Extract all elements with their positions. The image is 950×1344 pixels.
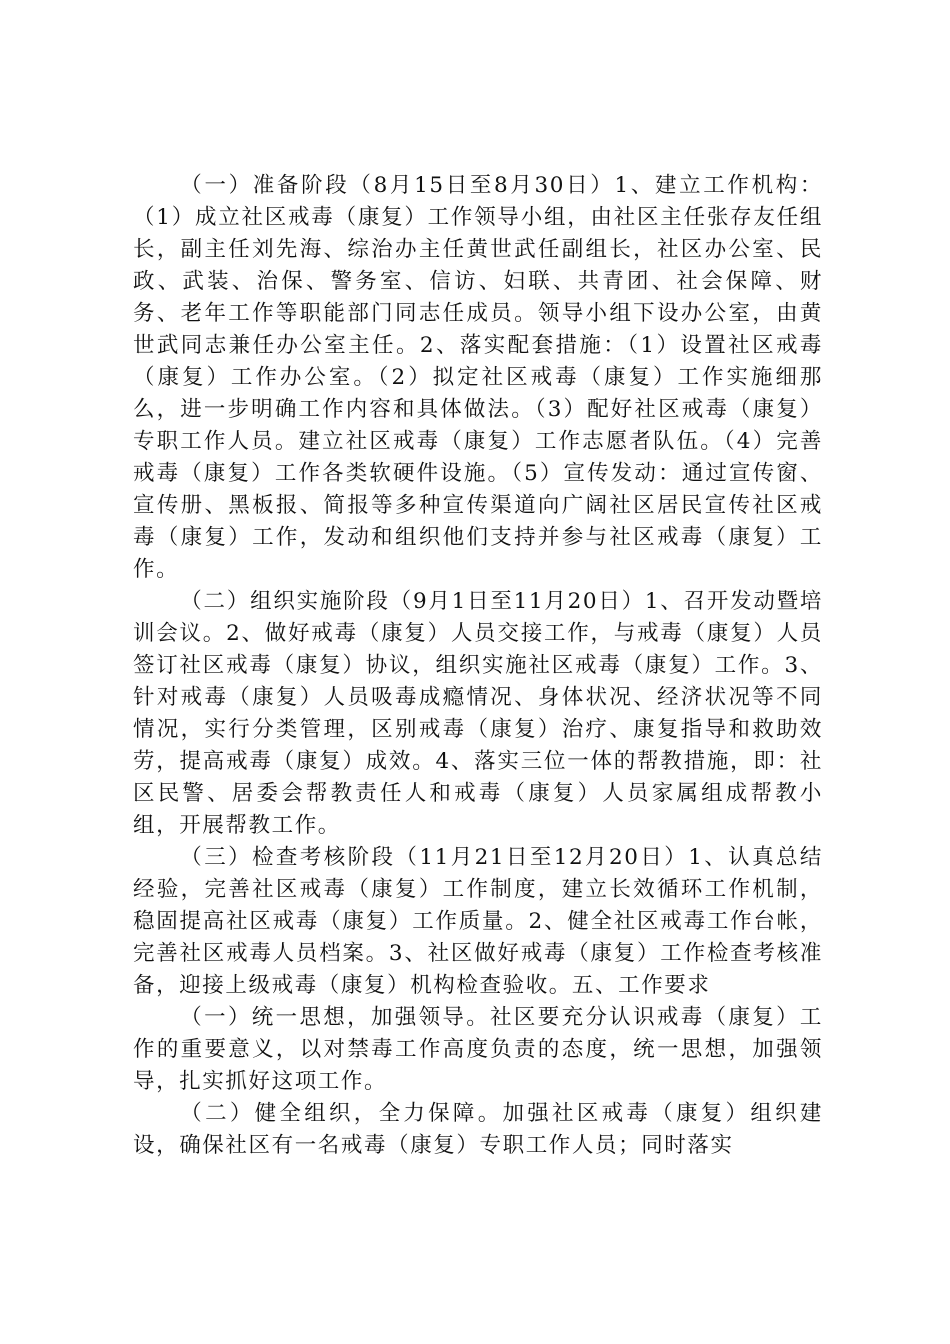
paragraph-implementation-stage: （二）组织实施阶段（9月1日至11月20日）1、召开发动暨培训会议。2、做好戒毒（康复）人员交接工作，与戒毒（康复）人员签订社区戒毒（康复）协议，组织实施社区戒毒（康复）工作。3、针对戒毒（康复）人员吸毒成瘾情况、身体状况、经济状况等不同情况，实行分类管理，区别戒毒（康复）治疗、康复指导和救助效劳，提高戒毒（康复）成效。4、落实三位一体的帮教措施，即：社区民警、居委会帮教责任人和戒毒（康复）人员家属组成帮教小组，开展帮教工作。 <box>133 589 823 838</box>
paragraph-unify-thinking: （一）统一思想，加强领导。社区要充分认识戒毒（康复）工作的重要意义，以对禁毒工作高度负责的态度，统一思想，加强领导，扎实抓好这项工作。 <box>133 1005 823 1094</box>
paragraph-inspection-stage: （三）检查考核阶段（11月21日至12月20日）1、认真总结经验，完善社区戒毒（康复）工作制度，建立长效循环工作机制，稳固提高社区戒毒（康复）工作质量。2、健全社区戒毒工作台帐，完善社区戒毒人员档案。3、社区做好戒毒（康复）工作检查考核准备，迎接上级戒毒（康复）机构检查验收。五、工作要求 <box>133 845 823 998</box>
document-body <box>133 170 823 1162</box>
paragraph-improve-organization: （二）健全组织，全力保障。加强社区戒毒（康复）组织建设，确保社区有一名戒毒（康复）专职工作人员；同时落实 <box>133 1101 823 1158</box>
paragraph-preparation-stage: （一）准备阶段（8月15日至8月30日）1、建立工作机构：（1）成立社区戒毒（康复）工作领导小组，由社区主任张存友任组长，副主任刘先海、综治办主任黄世武任副组长，社区办公室、民政、武装、治保、警务室、信访、妇联、共青团、社会保障、财务、老年工作等职能部门同志任成员。领导小组下设办公室，由黄世武同志兼任办公室主任。2、落实配套措施：（1）设置社区戒毒（康复）工作办公室。（2）拟定社区戒毒（康复）工作实施细那么，进一步明确工作内容和具体做法。（3）配好社区戒毒（康复）专职工作人员。建立社区戒毒（康复）工作志愿者队伍。（4）完善戒毒（康复）工作各类软硬件设施。（5）宣传发动：通过宣传窗、宣传册、黑板报、简报等多种宣传渠道向广阔社区居民宣传社区戒毒（康复）工作，发动和组织他们支持并参与社区戒毒（康复）工作。 <box>133 173 823 582</box>
